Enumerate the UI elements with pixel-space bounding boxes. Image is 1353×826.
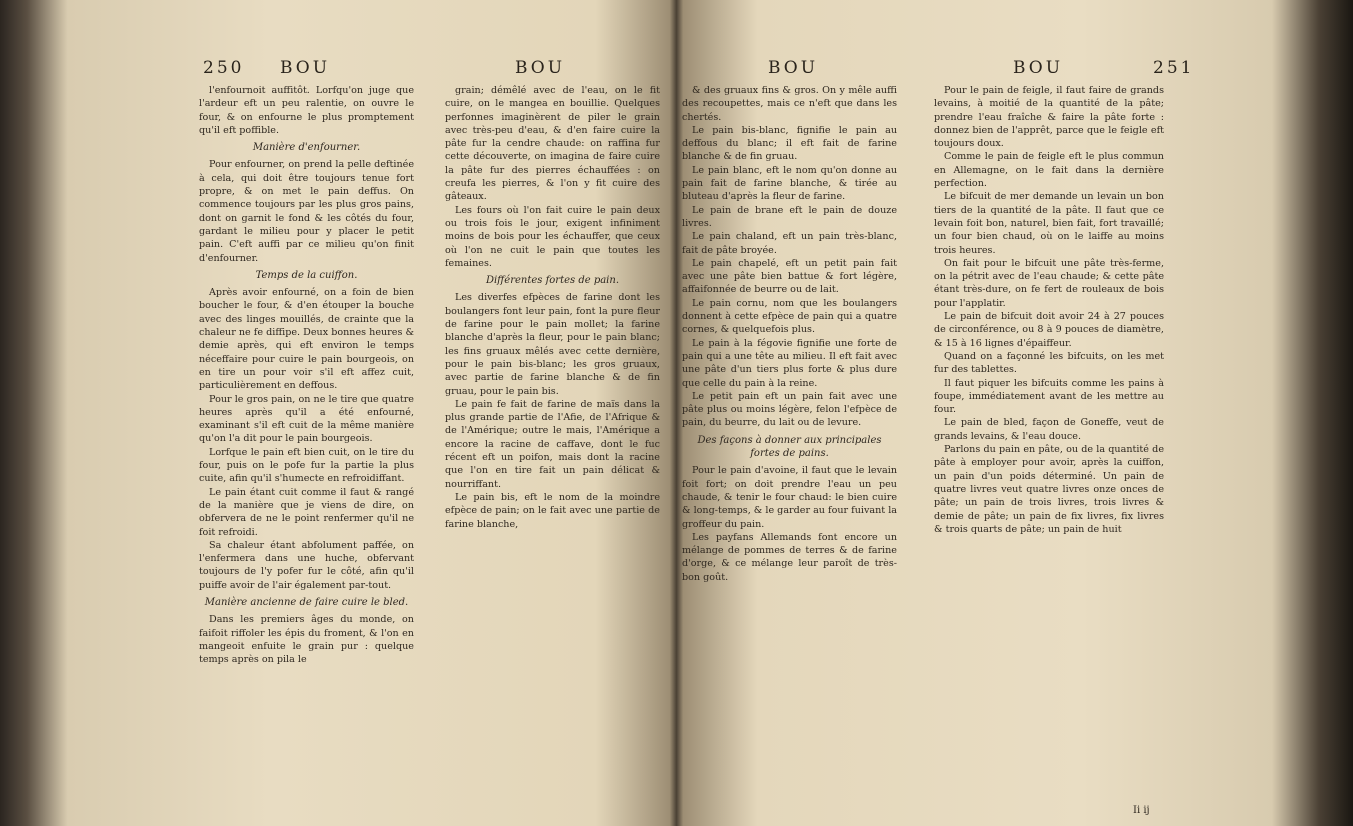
paragraph: Le pain chapelé, eft un petit pain fait avec une pâte bien battue & fort légère, affaifonnée de beurre ou de lait. <box>682 257 897 296</box>
paragraph: Pour le pain d'avoine, il faut que le levain foit fort; on doit prendre l'eau un peu chaude, & tenir le four chaud: le bien cuire & long-temps, & le garder au four fuivant la groffeur du pain. <box>682 465 897 530</box>
signature-mark: Ii ij <box>1133 805 1150 816</box>
paragraph: grain; démêlé avec de l'eau, on le fit cuire, on le mangea en bouillie. Quelques perfonnes imaginèrent de piler le grain avec très-peu d'eau, & d'en faire cuire la pâte fur la cendre chaude: on raffina fur cette découverte, on imagina de faire cuire la pâte fur des pierres échauffées : on creufa les pierres, & l'on y fit cuire des gâteaux. <box>445 85 660 203</box>
section-heading: Manière d'enfourner. <box>252 142 361 154</box>
paragraph: Le petit pain eft un pain fait avec une pâte plus ou moins légère, felon l'efpèce de pain, du beurre, du lait ou de levure. <box>682 390 897 429</box>
section-heading: Différentes fortes de pain. <box>485 275 620 287</box>
paragraph: Pour enfourner, on prend la pelle deftinée à cela, qui doit être toujours tenue fort propre, & on met le pain deffus. On commence toujours par les plus gros pains, dont on garnit le fond & les côtés du four, gardant le milieu pour y placer le petit pain. C'eft auffi par ce milieu qu'on finit d'enfourner. <box>199 159 414 264</box>
paragraph: Il faut piquer les bifcuits comme les pains à foupe, immédiatement avant de les mettre au four. <box>934 377 1164 416</box>
paragraph: l'enfournoit auffitôt. Lorfqu'on juge que l'ardeur eft un peu ralentie, on ouvre le four, & on enfourne le plus promptement qu'il eft poffible. <box>199 85 414 136</box>
running-head-left: BOU <box>280 58 331 78</box>
running-head <box>195 58 675 84</box>
paragraph: Quand on a façonné les bifcuits, on les met fur des tablettes. <box>934 350 1164 376</box>
column-1 <box>682 84 897 814</box>
paragraph: Les fours où l'on fait cuire le pain deux ou trois fois le jour, exigent infiniment moins de bois pour les échauffer, que ceux où l'on ne cuit le pain que toutes les femaines. <box>445 204 660 269</box>
page-number: 250 <box>203 58 245 78</box>
running-head <box>678 58 1198 84</box>
paragraph: Le pain de brane eft le pain de douze livres. <box>682 204 897 229</box>
paragraph: Le bifcuit de mer demande un levain un bon tiers de la quantité de la pâte. Il faut que ce levain foit bon, naturel, bien fait, fort travaillé; un four bien chaud, où on le laiffe au moins trois heures. <box>934 191 1164 256</box>
running-head-left: BOU <box>768 58 819 78</box>
page-number: 251 <box>1153 58 1195 78</box>
paragraph: Le pain fe fait de farine de maïs dans la plus grande partie de l'Afie, de l'Afrique & de l'Amérique; outre le mais, l'Amérique a encore la racine de caffave, dont le fuc récent eft un poifon, mais dont la racine que l'on en tire fait un pain délicat & nourriffant. <box>445 398 660 490</box>
paragraph: On fait pour le bifcuit une pâte très-ferme, on la pétrit avec de l'eau chaude; & cette pâte étant très-dure, on fe fert de rouleaux de bois pour l'applatir. <box>934 257 1164 309</box>
paragraph: Pour le pain de feigle, il faut faire de grands levains, à moitié de la quantité de la pâte; prendre l'eau fraîche & faire la pâte forte : donnez bien de l'apprêt, parce que le feigle eft toujours doux. <box>934 85 1164 150</box>
running-head-right: BOU <box>515 58 566 78</box>
section-heading: Des façons à donner aux principales fortes de pains. <box>697 434 882 460</box>
paragraph: Sa chaleur étant abfolument paffée, on l'enfermera dans une huche, obfervant toujours de l'y pofer fur le côté, afin qu'il puiffe avoir de l'air également par-tout. <box>199 539 414 591</box>
paragraph: Le pain bis-blanc, fignifie le pain au deffous du blanc; il eft fait de farine blanche & de fin gruau. <box>682 124 897 163</box>
left-page <box>195 0 675 826</box>
section-heading: Manière ancienne de faire cuire le bled. <box>204 596 409 608</box>
paragraph: Après avoir enfourné, on a foin de bien boucher le four, & d'en étouper la bouche avec des linges mouillés, de crainte que la chaleur ne fe diffipe. Deux bonnes heures & demie après, qui eft environ le temps néceffaire pour cuire le pain bourgeois, on en tire un pour voir s'il eft affez cuit, particulièrement en deffous. <box>199 287 414 392</box>
paragraph: Parlons du pain en pâte, ou de la quantité de pâte à employer pour avoir, après la cuiffon, un pain d'un poids déterminé. Un pain de quatre livres veut quatre livres onze onces de pâte; un pain de trois livres, trois livres & demie de pâte; un pain de fix livres, fix livres & trois quarts de pâte; un pain de huit <box>934 444 1164 535</box>
paragraph: Le pain de bled, façon de Goneffe, veut de grands levains, & l'eau douce. <box>934 417 1164 442</box>
paragraph: Comme le pain de feigle eft le plus commun en Allemagne, on le fait dans la dernière perfection. <box>934 151 1164 190</box>
column-2 <box>445 84 660 814</box>
paragraph: Le pain chaland, eft un pain très-blanc, fait de pâte broyée. <box>682 231 897 256</box>
paragraph: Le pain à la fégovie fignifie une forte de pain qui a une tête au milieu. Il eft fait avec une pâte d'un tiers plus forte & plus dure que celle du pain à la reine. <box>682 337 897 389</box>
paragraph: Le pain cornu, nom que les boulangers donnent à cette efpèce de pain qui a quatre cornes, & quelquefois plus. <box>682 297 897 336</box>
right-page <box>678 0 1198 826</box>
paragraph: Le pain de bifcuit doit avoir 24 à 27 pouces de circonférence, ou 8 à 9 pouces de diamètre, & 15 à 16 lignes d'épaiffeur. <box>934 311 1164 349</box>
paragraph: & des gruaux fins & gros. On y mêle auffi des recoupettes, mais ce n'eft que dans les chertés. <box>682 85 897 123</box>
column-2 <box>934 84 1164 814</box>
running-head-right: BOU <box>1013 58 1064 78</box>
paragraph: Les payfans Allemands font encore un mélange de pommes de terres & de farine d'orge, & ce mélange leur paroît de très-bon goût. <box>682 531 897 583</box>
paragraph: Le pain bis, eft le nom de la moindre efpèce de pain; on le fait avec une partie de farine blanche, <box>445 491 660 530</box>
paragraph: Le pain blanc, eft le nom qu'on donne au pain fait de farine blanche, & tirée au bluteau d'après la fleur de farine. <box>682 164 897 203</box>
paragraph: Les diverfes efpèces de farine dont les boulangers font leur pain, font la pure fleur de farine pour le pain mollet; la farine blanche d'après la fleur, pour le pain blanc; les fins gruaux mêlés avec cette dernière, pour le pain bis-blanc; les gros gruaux, avec partie de farine blanche & de fin gruau, pour le pain bis. <box>445 292 660 397</box>
paragraph: Dans les premiers âges du monde, on faifoit riffoler les épis du froment, & l'on en mangeoit enfuite le grain pur : quelque temps après on pila le <box>199 614 414 666</box>
paragraph: Lorfque le pain eft bien cuit, on le tire du four, puis on le pofe fur la partie la plus cuite, afin qu'il s'humecte en refroidiffant. <box>199 446 414 485</box>
paragraph: Le pain étant cuit comme il faut & rangé de la manière que je viens de dire, on obfervera de ne le point renfermer qu'il ne foit refroidi. <box>199 486 414 538</box>
column-1 <box>199 84 414 814</box>
section-heading: Temps de la cuiffon. <box>255 269 358 281</box>
paragraph: Pour le gros pain, on ne le tire que quatre heures après qu'il a été enfourné, examinant s'il eft cuit de la même manière qu'on l'a dit pour le pain bourgeois. <box>199 393 414 445</box>
